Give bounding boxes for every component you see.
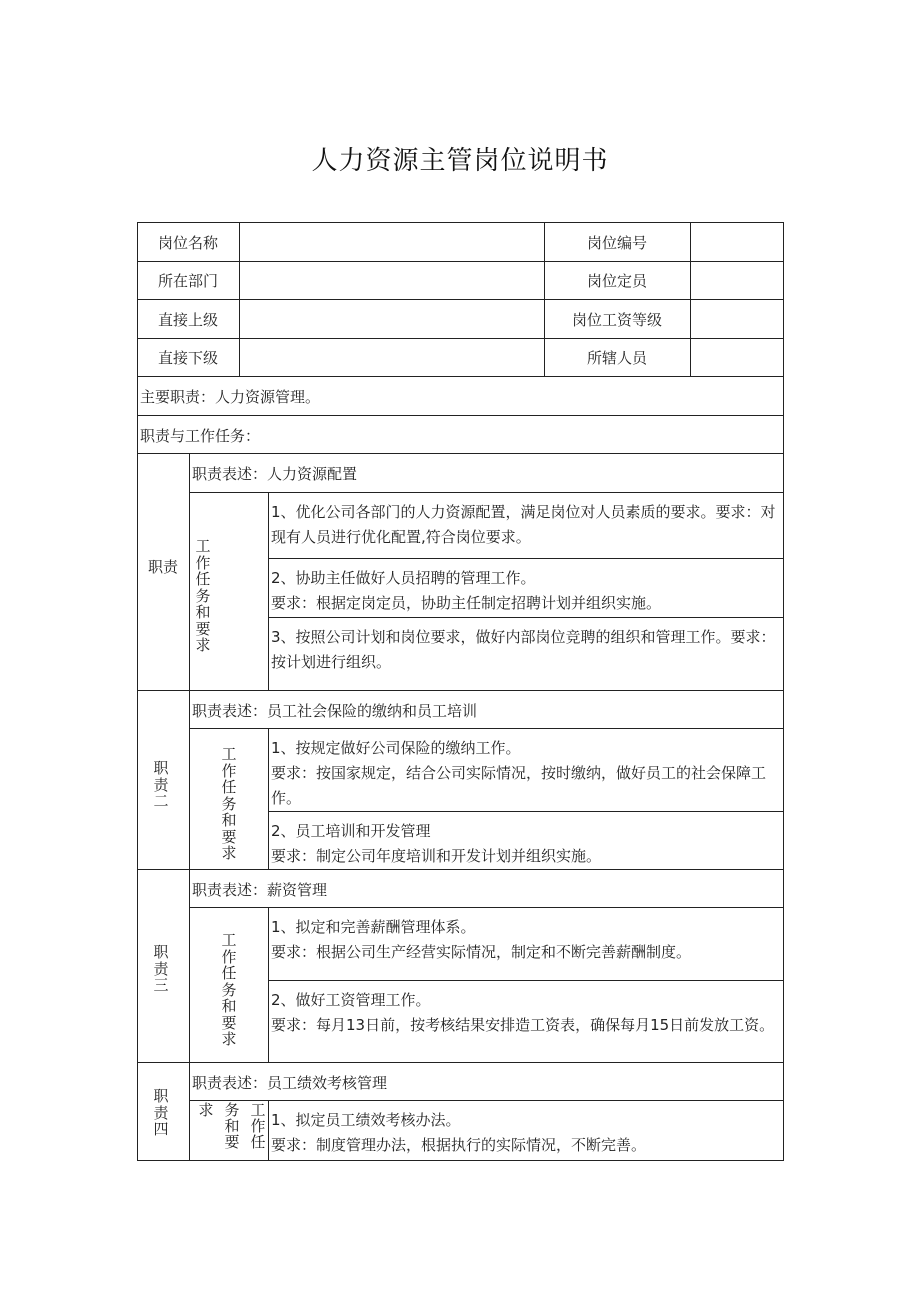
task-label: 工作任务和要求	[221, 931, 237, 1048]
task-label: 求	[198, 1101, 214, 1119]
header-cell	[239, 261, 545, 300]
duty-label: 职责	[147, 558, 178, 576]
main-duty: 主要职责：人力资源管理。	[140, 388, 321, 406]
task-item: 2、协助主任做好人员招聘的管理工作。 要求：根据定岗定员，协助主任制定招聘计划并组织实施。	[271, 569, 662, 612]
task-item: 1、按规定做好公司保险的缴纳工作。 要求：按国家规定，结合公司实际情况，按时缴纳，做好员工的社会保障工作。	[271, 739, 767, 807]
task-label: 工作任务和要求	[221, 745, 237, 862]
duty-description: 职责表述：薪资管理	[192, 881, 328, 899]
field-label: 岗位定员	[586, 272, 647, 290]
duty-label: 职责四	[153, 1087, 169, 1138]
header-cell	[239, 299, 545, 339]
task-item: 1、优化公司各部门的人力资源配置，满足岗位对人员素质的要求。要求：对现有人员进行优化配置,符合岗位要求。	[271, 503, 776, 546]
task-item: 2、做好工资管理工作。 要求：每月13日前，按考核结果安排造工资表，确保每月15日前发放工资。	[271, 991, 775, 1034]
duties-heading: 职责与工作任务：	[140, 427, 261, 445]
field-label: 直接上级	[157, 310, 218, 329]
task-item: 1、拟定员工绩效考核办法。 要求：制度管理办法，根据执行的实际情况，不断完善。	[271, 1111, 647, 1154]
task-item: 1、拟定和完善薪酬管理体系。 要求：根据公司生产经营实际情况，制定和不断完善薪酬制度。	[271, 918, 692, 961]
header-cell	[690, 222, 784, 262]
duty-label: 职责三	[153, 943, 169, 994]
page-title: 人力资源主管岗位说明书	[311, 146, 609, 176]
field-label: 岗位工资等级	[571, 310, 662, 329]
field-label: 直接下级	[157, 349, 218, 367]
field-label: 岗位编号	[586, 233, 647, 252]
task-label: 务和要	[224, 1101, 240, 1151]
duty-description: 职责表述：员工绩效考核管理	[192, 1074, 388, 1092]
field-label: 所在部门	[157, 272, 218, 290]
header-cell	[690, 299, 784, 339]
task-item: 2、员工培训和开发管理 要求：制定公司年度培训和开发计划并组织实施。	[271, 822, 602, 865]
duty-description: 职责表述：人力资源配置	[192, 465, 358, 483]
field-label: 所辖人员	[586, 349, 647, 367]
header-cell	[690, 261, 784, 300]
duty-description: 职责表述：员工社会保险的缴纳和员工培训	[192, 702, 478, 720]
header-cell	[239, 222, 545, 262]
header-cell	[239, 338, 545, 377]
task-item: 3、按照公司计划和岗位要求，做好内部岗位竞聘的组织和管理工作。要求：按计划进行组织。	[271, 628, 776, 671]
task-label: 工作任务和要求	[195, 537, 211, 654]
task-label: 工作任	[250, 1101, 266, 1151]
field-label: 岗位名称	[157, 233, 218, 252]
header-cell	[690, 338, 784, 377]
duty-label: 职责二	[153, 759, 169, 810]
